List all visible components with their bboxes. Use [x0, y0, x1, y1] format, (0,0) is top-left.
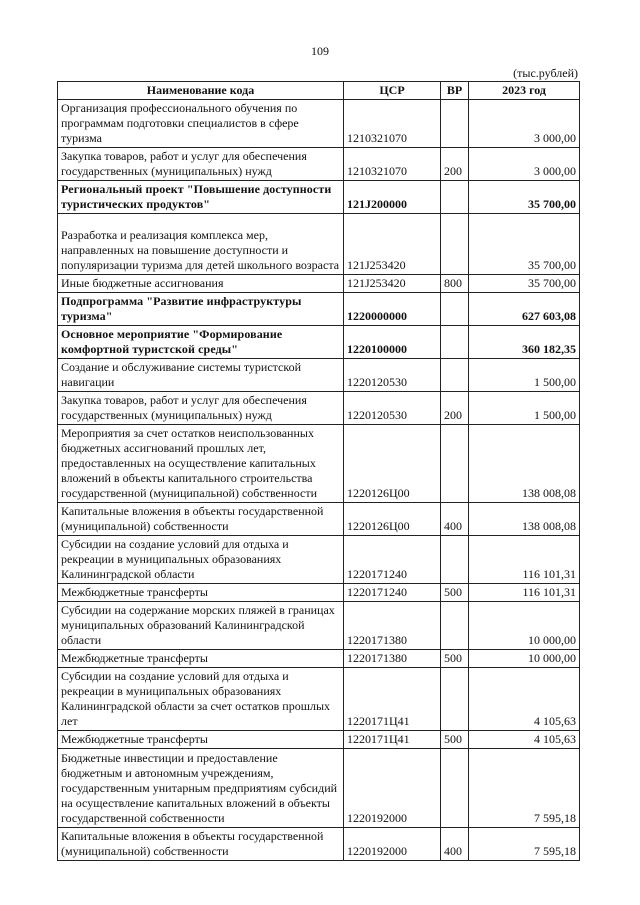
row-csr-code: 1210321070 — [344, 148, 441, 181]
table-row — [58, 293, 580, 326]
row-csr-code: 1220120530 — [344, 392, 441, 425]
header-year: 2023 год — [469, 82, 580, 100]
row-name: Субсидии на создание условий для отдыха и рекреации в муниципальных образованиях Калининградской области — [58, 536, 344, 584]
row-csr-code: 1210321070 — [344, 100, 441, 148]
row-vr-code — [441, 749, 469, 828]
row-amount: 7 595,18 — [469, 828, 580, 861]
row-name: Закупка товаров, работ и услуг для обеспечения государственных (муниципальных) нужд — [58, 392, 344, 425]
row-csr-code: 1220192000 — [344, 749, 441, 828]
row-amount: 116 101,31 — [469, 536, 580, 584]
row-csr-code: 1220171240 — [344, 536, 441, 584]
row-name: Разработка и реализация комплекса мер, направленных на повышение доступности и популяризации туризма для детей школьного возраста — [58, 214, 344, 275]
row-vr-code: 500 — [441, 731, 469, 749]
row-csr-code: 1220192000 — [344, 828, 441, 861]
row-csr-code: 1220171380 — [344, 650, 441, 668]
row-vr-code — [441, 668, 469, 731]
row-csr-code: 1220120530 — [344, 359, 441, 392]
header-name: Наименование кода — [58, 82, 344, 100]
row-name: Организация профессионального обучения по программам подготовки специалистов в сфере туризма — [58, 100, 344, 148]
row-name: Закупка товаров, работ и услуг для обеспечения государственных (муниципальных) нужд — [58, 148, 344, 181]
table-row — [58, 668, 580, 731]
row-vr-code: 200 — [441, 392, 469, 425]
row-name: Основное мероприятие "Формирование комфортной туристской среды" — [58, 326, 344, 359]
row-vr-code: 400 — [441, 503, 469, 536]
row-name: Субсидии на создание условий для отдыха и рекреации в муниципальных образованиях Калининградской области за счет остатков прошлых лет — [58, 668, 344, 731]
budget-table — [57, 81, 580, 861]
row-vr-code: 500 — [441, 584, 469, 602]
row-vr-code — [441, 293, 469, 326]
header-vr: ВР — [441, 82, 469, 100]
row-vr-code — [441, 100, 469, 148]
row-amount: 4 105,63 — [469, 731, 580, 749]
row-csr-code: 1220171Ц41 — [344, 731, 441, 749]
units-label: (тыс.рублей) — [513, 66, 578, 80]
row-csr-code: 1220171Ц41 — [344, 668, 441, 731]
table-row — [58, 503, 580, 536]
row-name: Подпрограмма "Развитие инфраструктуры туризма" — [58, 293, 344, 326]
row-amount: 1 500,00 — [469, 359, 580, 392]
row-amount: 360 182,35 — [469, 326, 580, 359]
row-vr-code — [441, 536, 469, 584]
row-csr-code: 1220126Ц00 — [344, 425, 441, 503]
table-body — [58, 100, 580, 861]
table-row — [58, 148, 580, 181]
table-row — [58, 749, 580, 828]
row-csr-code: 1220100000 — [344, 326, 441, 359]
row-vr-code — [441, 181, 469, 214]
row-name: Региональный проект "Повышение доступности туристических продуктов" — [58, 181, 344, 214]
table-row — [58, 650, 580, 668]
row-vr-code — [441, 602, 469, 650]
row-csr-code: 1220171240 — [344, 584, 441, 602]
row-vr-code — [441, 326, 469, 359]
row-vr-code — [441, 425, 469, 503]
table-row — [58, 392, 580, 425]
row-name: Межбюджетные трансферты — [58, 731, 344, 749]
row-vr-code: 500 — [441, 650, 469, 668]
table-row — [58, 275, 580, 293]
row-amount: 35 700,00 — [469, 214, 580, 275]
row-amount: 138 008,08 — [469, 425, 580, 503]
row-amount: 10 000,00 — [469, 650, 580, 668]
row-csr-code: 121J200000 — [344, 181, 441, 214]
row-name: Межбюджетные трансферты — [58, 584, 344, 602]
header-csr: ЦСР — [344, 82, 441, 100]
table-row — [58, 326, 580, 359]
row-amount: 7 595,18 — [469, 749, 580, 828]
table-row — [58, 359, 580, 392]
row-csr-code: 121J253420 — [344, 275, 441, 293]
table-row — [58, 181, 580, 214]
row-name: Иные бюджетные ассигнования — [58, 275, 344, 293]
table-row — [58, 214, 580, 275]
table-row — [58, 828, 580, 861]
row-vr-code — [441, 214, 469, 275]
row-amount: 138 008,08 — [469, 503, 580, 536]
row-name: Бюджетные инвестиции и предоставление бюджетным и автономным учреждениям, государственным унитарным предприятиям субсидий на осуществление капитальных вложений в объекты государственной собственности — [58, 749, 344, 828]
row-vr-code: 200 — [441, 148, 469, 181]
row-name: Капитальные вложения в объекты государственной (муниципальной) собственности — [58, 828, 344, 861]
row-csr-code: 1220126Ц00 — [344, 503, 441, 536]
row-amount: 116 101,31 — [469, 584, 580, 602]
row-csr-code: 121J253420 — [344, 214, 441, 275]
row-amount: 10 000,00 — [469, 602, 580, 650]
row-amount: 35 700,00 — [469, 181, 580, 214]
table-row — [58, 602, 580, 650]
table-row — [58, 731, 580, 749]
page-number: 109 — [311, 44, 329, 58]
table-row — [58, 425, 580, 503]
table-header-row — [58, 82, 580, 100]
table-row — [58, 100, 580, 148]
row-vr-code: 800 — [441, 275, 469, 293]
row-csr-code: 1220171380 — [344, 602, 441, 650]
row-name: Капитальные вложения в объекты государственной (муниципальной) собственности — [58, 503, 344, 536]
row-amount: 1 500,00 — [469, 392, 580, 425]
row-amount: 3 000,00 — [469, 100, 580, 148]
row-amount: 4 105,63 — [469, 668, 580, 731]
row-csr-code: 1220000000 — [344, 293, 441, 326]
table-row — [58, 536, 580, 584]
row-name: Мероприятия за счет остатков неиспользованных бюджетных ассигнований прошлых лет, предоставленных на осуществление капитальных вложений в объекты капитального строительства государственной (муниципальной) собственности — [58, 425, 344, 503]
row-amount: 35 700,00 — [469, 275, 580, 293]
table-row — [58, 584, 580, 602]
row-name: Межбюджетные трансферты — [58, 650, 344, 668]
row-vr-code — [441, 359, 469, 392]
row-name: Субсидии на содержание морских пляжей в границах муниципальных образований Калининградской области — [58, 602, 344, 650]
row-amount: 627 603,08 — [469, 293, 580, 326]
row-amount: 3 000,00 — [469, 148, 580, 181]
row-name: Создание и обслуживание системы туристской навигации — [58, 359, 344, 392]
row-vr-code: 400 — [441, 828, 469, 861]
